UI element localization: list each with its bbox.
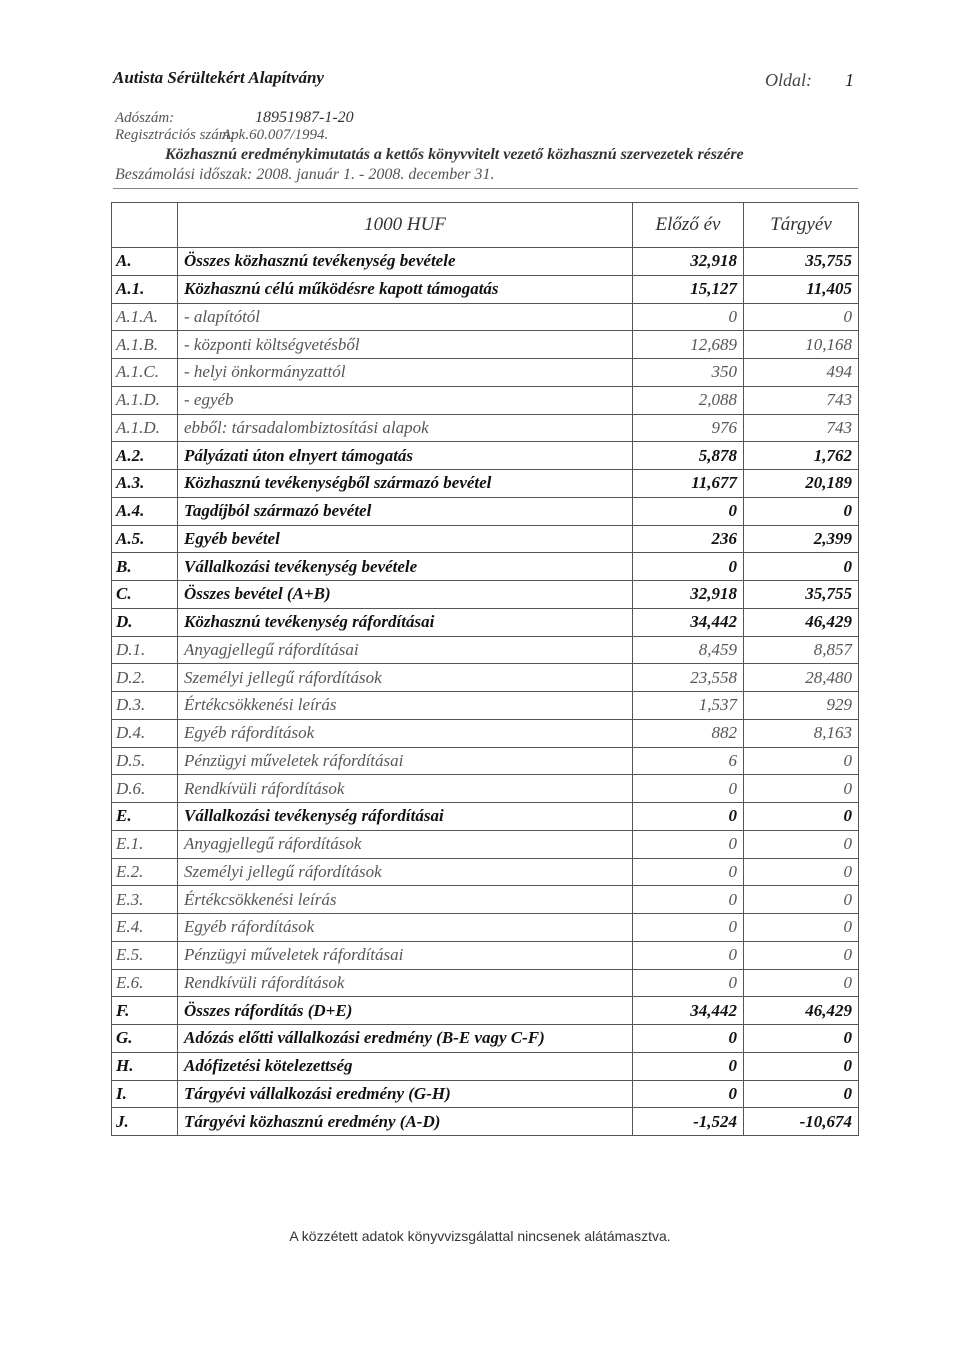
row-label: Közhasznú tevékenységből származó bevétel [178, 470, 633, 498]
table-row [112, 414, 859, 442]
page-number: 1 [845, 70, 854, 90]
row-code: D.2. [112, 664, 178, 692]
row-code: A.3. [112, 470, 178, 498]
row-current-year-value: 8,857 [744, 636, 859, 664]
row-previous-year-value: 0 [633, 969, 744, 997]
table-row [112, 303, 859, 331]
row-code: A.1.C. [112, 359, 178, 387]
row-label: - helyi önkormányzattól [178, 359, 633, 387]
row-current-year-value: 0 [744, 803, 859, 831]
row-current-year-value: 0 [744, 1025, 859, 1053]
row-current-year-value: 28,480 [744, 664, 859, 692]
column-header-code [112, 203, 178, 248]
row-label: Összes bevétel (A+B) [178, 581, 633, 609]
organization-name: Autista Sérültekért Alapítvány [113, 68, 324, 87]
row-label: Tagdíjból származó bevétel [178, 497, 633, 525]
table-row [112, 442, 859, 470]
row-previous-year-value: 0 [633, 497, 744, 525]
row-current-year-value: 10,168 [744, 331, 859, 359]
table-row [112, 830, 859, 858]
row-code: E. [112, 803, 178, 831]
reporting-period: Beszámolási időszak: 2008. január 1. - 2008. december 31. [115, 166, 495, 183]
row-code: A.2. [112, 442, 178, 470]
row-code: I. [112, 1080, 178, 1108]
table-row [112, 275, 859, 303]
row-label: Közhasznú célú működésre kapott támogatás [178, 275, 633, 303]
row-code: B. [112, 553, 178, 581]
row-code: D.5. [112, 747, 178, 775]
row-previous-year-value: 0 [633, 775, 744, 803]
row-code: C. [112, 581, 178, 609]
row-previous-year-value: 0 [633, 941, 744, 969]
row-previous-year-value: 0 [633, 553, 744, 581]
row-label: Közhasznú tevékenység ráfordításai [178, 608, 633, 636]
row-code: A.5. [112, 525, 178, 553]
row-previous-year-value: 11,677 [633, 470, 744, 498]
row-previous-year-value: 8,459 [633, 636, 744, 664]
table-body [112, 248, 859, 1136]
table-row [112, 248, 859, 276]
table-row [112, 747, 859, 775]
column-header-current-year: Tárgyév [744, 203, 859, 248]
row-code: E.6. [112, 969, 178, 997]
row-code: A.1.D. [112, 386, 178, 414]
row-previous-year-value: 6 [633, 747, 744, 775]
row-code: A. [112, 248, 178, 276]
row-previous-year-value: 34,442 [633, 608, 744, 636]
row-current-year-value: 0 [744, 969, 859, 997]
row-current-year-value: 0 [744, 858, 859, 886]
row-label: Vállalkozási tevékenység bevétele [178, 553, 633, 581]
row-current-year-value: 494 [744, 359, 859, 387]
row-code: D.6. [112, 775, 178, 803]
row-code: H. [112, 1052, 178, 1080]
row-current-year-value: 0 [744, 1080, 859, 1108]
row-label: Pénzügyi műveletek ráfordításai [178, 747, 633, 775]
row-previous-year-value: 0 [633, 803, 744, 831]
row-label: Értékcsökkenési leírás [178, 886, 633, 914]
row-previous-year-value: 1,537 [633, 692, 744, 720]
table-row [112, 1108, 859, 1136]
row-label: Rendkívüli ráfordítások [178, 775, 633, 803]
row-label: Vállalkozási tevékenység ráfordításai [178, 803, 633, 831]
registration-number-value: Apk.60.007/1994. [222, 127, 329, 143]
row-label: - alapítótól [178, 303, 633, 331]
row-current-year-value: 2,399 [744, 525, 859, 553]
row-label: Személyi jellegű ráfordítások [178, 664, 633, 692]
row-code: E.3. [112, 886, 178, 914]
row-current-year-value: 46,429 [744, 608, 859, 636]
table-row [112, 692, 859, 720]
row-code: J. [112, 1108, 178, 1136]
row-current-year-value: 0 [744, 497, 859, 525]
table-row [112, 858, 859, 886]
row-label: Anyagjellegű ráfordítások [178, 830, 633, 858]
row-current-year-value: 35,755 [744, 581, 859, 609]
row-previous-year-value: 32,918 [633, 248, 744, 276]
table-row [112, 553, 859, 581]
tax-number-label: Adószám: [115, 110, 175, 126]
table-row [112, 719, 859, 747]
row-code: A.1.D. [112, 414, 178, 442]
row-previous-year-value: 0 [633, 830, 744, 858]
row-code: E.2. [112, 858, 178, 886]
table-row [112, 886, 859, 914]
row-code: E.5. [112, 941, 178, 969]
row-label: Személyi jellegű ráfordítások [178, 858, 633, 886]
row-code: E.4. [112, 914, 178, 942]
income-statement-table [111, 202, 859, 1136]
tax-number-value: 18951987-1-20 [255, 109, 354, 126]
row-code: G. [112, 1025, 178, 1053]
row-previous-year-value: 34,442 [633, 997, 744, 1025]
row-label: Egyéb ráfordítások [178, 914, 633, 942]
row-previous-year-value: 5,878 [633, 442, 744, 470]
row-code: D.4. [112, 719, 178, 747]
row-previous-year-value: 882 [633, 719, 744, 747]
page-label: Oldal: [765, 70, 812, 90]
table-row [112, 608, 859, 636]
row-label: Összes közhasznú tevékenység bevétele [178, 248, 633, 276]
table-row [112, 775, 859, 803]
table-header-row [112, 203, 859, 248]
table-row [112, 497, 859, 525]
row-label: Egyéb ráfordítások [178, 719, 633, 747]
row-label: Pénzügyi műveletek ráfordításai [178, 941, 633, 969]
row-code: D.1. [112, 636, 178, 664]
row-code: A.4. [112, 497, 178, 525]
row-current-year-value: 35,755 [744, 248, 859, 276]
row-current-year-value: 0 [744, 941, 859, 969]
row-code: A.1. [112, 275, 178, 303]
row-current-year-value: 0 [744, 775, 859, 803]
table-row [112, 331, 859, 359]
table-row [112, 470, 859, 498]
row-previous-year-value: -1,524 [633, 1108, 744, 1136]
row-label: Adófizetési kötelezettség [178, 1052, 633, 1080]
row-label: Pályázati úton elnyert támogatás [178, 442, 633, 470]
row-previous-year-value: 0 [633, 1080, 744, 1108]
row-code: D.3. [112, 692, 178, 720]
row-label: - egyéb [178, 386, 633, 414]
row-current-year-value: 20,189 [744, 470, 859, 498]
row-current-year-value: 0 [744, 886, 859, 914]
footer-note: A közzétett adatok könyvvizsgálattal nincsenek alátámasztva. [289, 1228, 671, 1244]
row-current-year-value: 743 [744, 414, 859, 442]
row-code: D. [112, 608, 178, 636]
table-row [112, 581, 859, 609]
table-row [112, 1025, 859, 1053]
row-current-year-value: 46,429 [744, 997, 859, 1025]
table-row [112, 1080, 859, 1108]
row-previous-year-value: 350 [633, 359, 744, 387]
table-row [112, 914, 859, 942]
row-current-year-value: 0 [744, 1052, 859, 1080]
document-title: Közhasznú eredménykimutatás a kettős könyvvitelt vezető közhasznú szervezetek részére [165, 146, 744, 163]
row-label: Tárgyévi közhasznú eredmény (A-D) [178, 1108, 633, 1136]
row-label: - központi költségvetésből [178, 331, 633, 359]
row-code: E.1. [112, 830, 178, 858]
table-row [112, 664, 859, 692]
row-label: Rendkívüli ráfordítások [178, 969, 633, 997]
table-row [112, 636, 859, 664]
row-label: Értékcsökkenési leírás [178, 692, 633, 720]
row-current-year-value: 0 [744, 747, 859, 775]
row-previous-year-value: 0 [633, 886, 744, 914]
row-previous-year-value: 23,558 [633, 664, 744, 692]
row-current-year-value: 11,405 [744, 275, 859, 303]
row-current-year-value: 8,163 [744, 719, 859, 747]
row-previous-year-value: 0 [633, 858, 744, 886]
row-previous-year-value: 2,088 [633, 386, 744, 414]
row-previous-year-value: 12,689 [633, 331, 744, 359]
row-label: Adózás előtti vállalkozási eredmény (B-E vagy C-F) [178, 1025, 633, 1053]
row-code: A.1.A. [112, 303, 178, 331]
registration-number-label: Regisztrációs szám: [115, 127, 235, 143]
row-label: Egyéb bevétel [178, 525, 633, 553]
table-row [112, 997, 859, 1025]
row-code: F. [112, 997, 178, 1025]
row-current-year-value: 929 [744, 692, 859, 720]
header-divider [113, 188, 858, 189]
row-label: Tárgyévi vállalkozási eredmény (G-H) [178, 1080, 633, 1108]
table-row [112, 359, 859, 387]
row-previous-year-value: 15,127 [633, 275, 744, 303]
row-current-year-value: 0 [744, 553, 859, 581]
row-previous-year-value: 0 [633, 1052, 744, 1080]
row-current-year-value: 0 [744, 303, 859, 331]
row-previous-year-value: 0 [633, 303, 744, 331]
row-current-year-value: 743 [744, 386, 859, 414]
table-row [112, 386, 859, 414]
row-previous-year-value: 0 [633, 914, 744, 942]
table-row [112, 941, 859, 969]
row-code: A.1.B. [112, 331, 178, 359]
column-header-previous-year: Előző év [633, 203, 744, 248]
row-current-year-value: 0 [744, 830, 859, 858]
table-row [112, 803, 859, 831]
row-current-year-value: -10,674 [744, 1108, 859, 1136]
row-label: Összes ráfordítás (D+E) [178, 997, 633, 1025]
table-row [112, 525, 859, 553]
column-header-currency: 1000 HUF [178, 203, 633, 248]
table-row [112, 969, 859, 997]
row-label: Anyagjellegű ráfordításai [178, 636, 633, 664]
row-previous-year-value: 32,918 [633, 581, 744, 609]
row-previous-year-value: 976 [633, 414, 744, 442]
row-current-year-value: 0 [744, 914, 859, 942]
row-previous-year-value: 0 [633, 1025, 744, 1053]
row-previous-year-value: 236 [633, 525, 744, 553]
table-row [112, 1052, 859, 1080]
row-current-year-value: 1,762 [744, 442, 859, 470]
row-label: ebből: társadalombiztosítási alapok [178, 414, 633, 442]
